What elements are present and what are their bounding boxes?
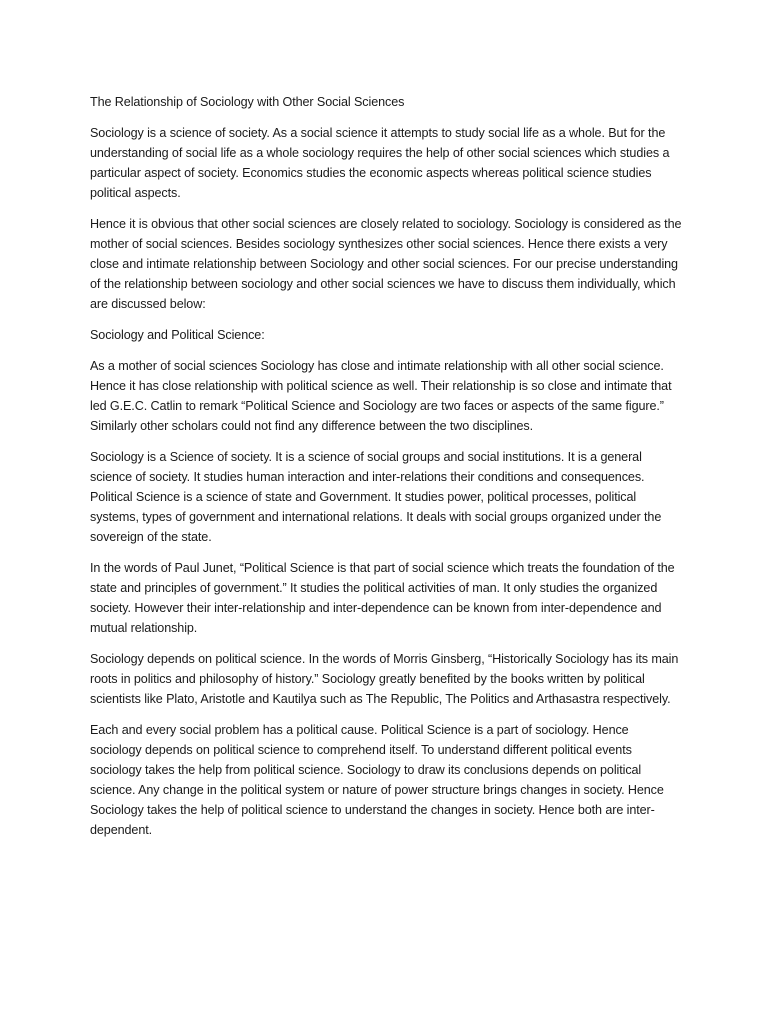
section-paragraph-3: In the words of Paul Junet, “Political Science is that part of social science which treats the foundation of the state and principles of government.” It studies the political activities of man. It only studies the organized society. However their inter-relationship and inter-dependence can be known from inter-dependence and mutual relationship. (90, 561, 675, 635)
section-paragraph-1: As a mother of social sciences Sociology has close and intimate relationship with all other social science. Hence it has close relationship with political science as well. Their relationship is so close and intimate that led G.E.C. Catlin to remark “Political Science and Sociology are two faces or aspects of the same figure.” Similarly other scholars could not find any difference between the two disciplines. (90, 359, 672, 433)
section-heading: Sociology and Political Science: (90, 328, 265, 342)
intro-paragraph-1: Sociology is a science of society. As a social science it attempts to study social life as a whole. But for the understanding of social life as a whole sociology requires the help of other social sciences which studies a particular aspect of society. Economics studies the economic aspects whereas political science studies political aspects. (90, 126, 670, 200)
document-title: The Relationship of Sociology with Other Social Sciences (90, 95, 405, 109)
section-paragraph-4: Sociology depends on political science. In the words of Morris Ginsberg, “Historically Sociology has its main roots in politics and philosophy of history.” Sociology greatly benefited by the books written by political scientists like Plato, Aristotle and Kautilya such as The Republic, The Politics and Arthasastra respectively. (90, 652, 679, 706)
document-page (90, 92, 682, 851)
intro-paragraph-2: Hence it is obvious that other social sciences are closely related to sociology. Sociology is considered as the mother of social sciences. Besides sociology synthesizes other social sciences. Hence there exists a very close and intimate relationship between Sociology and other social sciences. For our precise understanding of the relationship between sociology and other social sciences we have to discuss them individually, which are discussed below: (90, 217, 682, 311)
section-paragraph-2: Sociology is a Science of society. It is a science of social groups and social institutions. It is a general science of society. It studies human interaction and inter-relations their conditions and consequences. Political Science is a science of state and Government. It studies power, political processes, political systems, types of government and international relations. It deals with social groups organized under the sovereign of the state. (90, 450, 662, 544)
section-paragraph-5: Each and every social problem has a political cause. Political Science is a part of sociology. Hence sociology depends on political science to comprehend itself. To understand different political events sociology takes the help from political science. Sociology to draw its conclusions depends on political science. Any change in the political system or nature of power structure brings changes in society. Hence Sociology takes the help of political science to understand the changes in society. Hence both are inter-dependent. (90, 723, 664, 837)
